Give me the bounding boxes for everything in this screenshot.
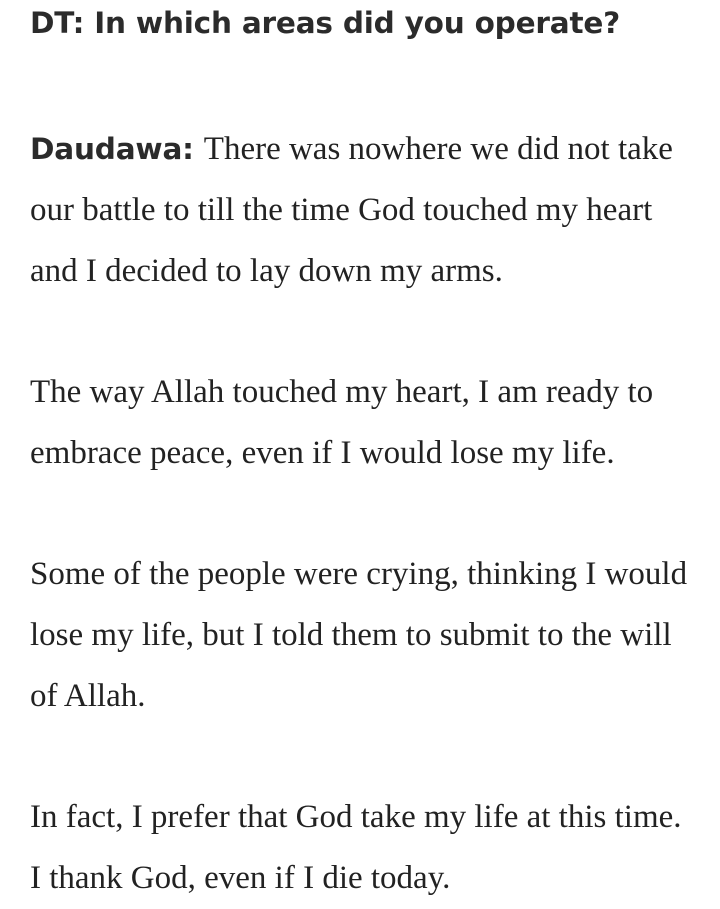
answer-text-1: There was nowhere we did not take our battle to till the time God touched my heart and I decided to lay down my arms. — [30, 131, 673, 289]
answer-paragraph-1 — [30, 119, 700, 302]
answer-paragraph-2: The way Allah touched my heart, I am ready to embrace peace, even if I would lose my life. — [30, 374, 654, 471]
interview-question: DT: In which areas did you operate? — [30, 6, 621, 40]
answer-paragraph-3: Some of the people were crying, thinking I would lose my life, but I told them to submit to the will of Allah. — [30, 556, 688, 714]
answer-paragraph-4: In fact, I prefer that God take my life at this time. I thank God, even if I die today. — [30, 799, 682, 896]
interview-article — [30, 0, 700, 909]
speaker-label: Daudawa: — [30, 132, 194, 166]
